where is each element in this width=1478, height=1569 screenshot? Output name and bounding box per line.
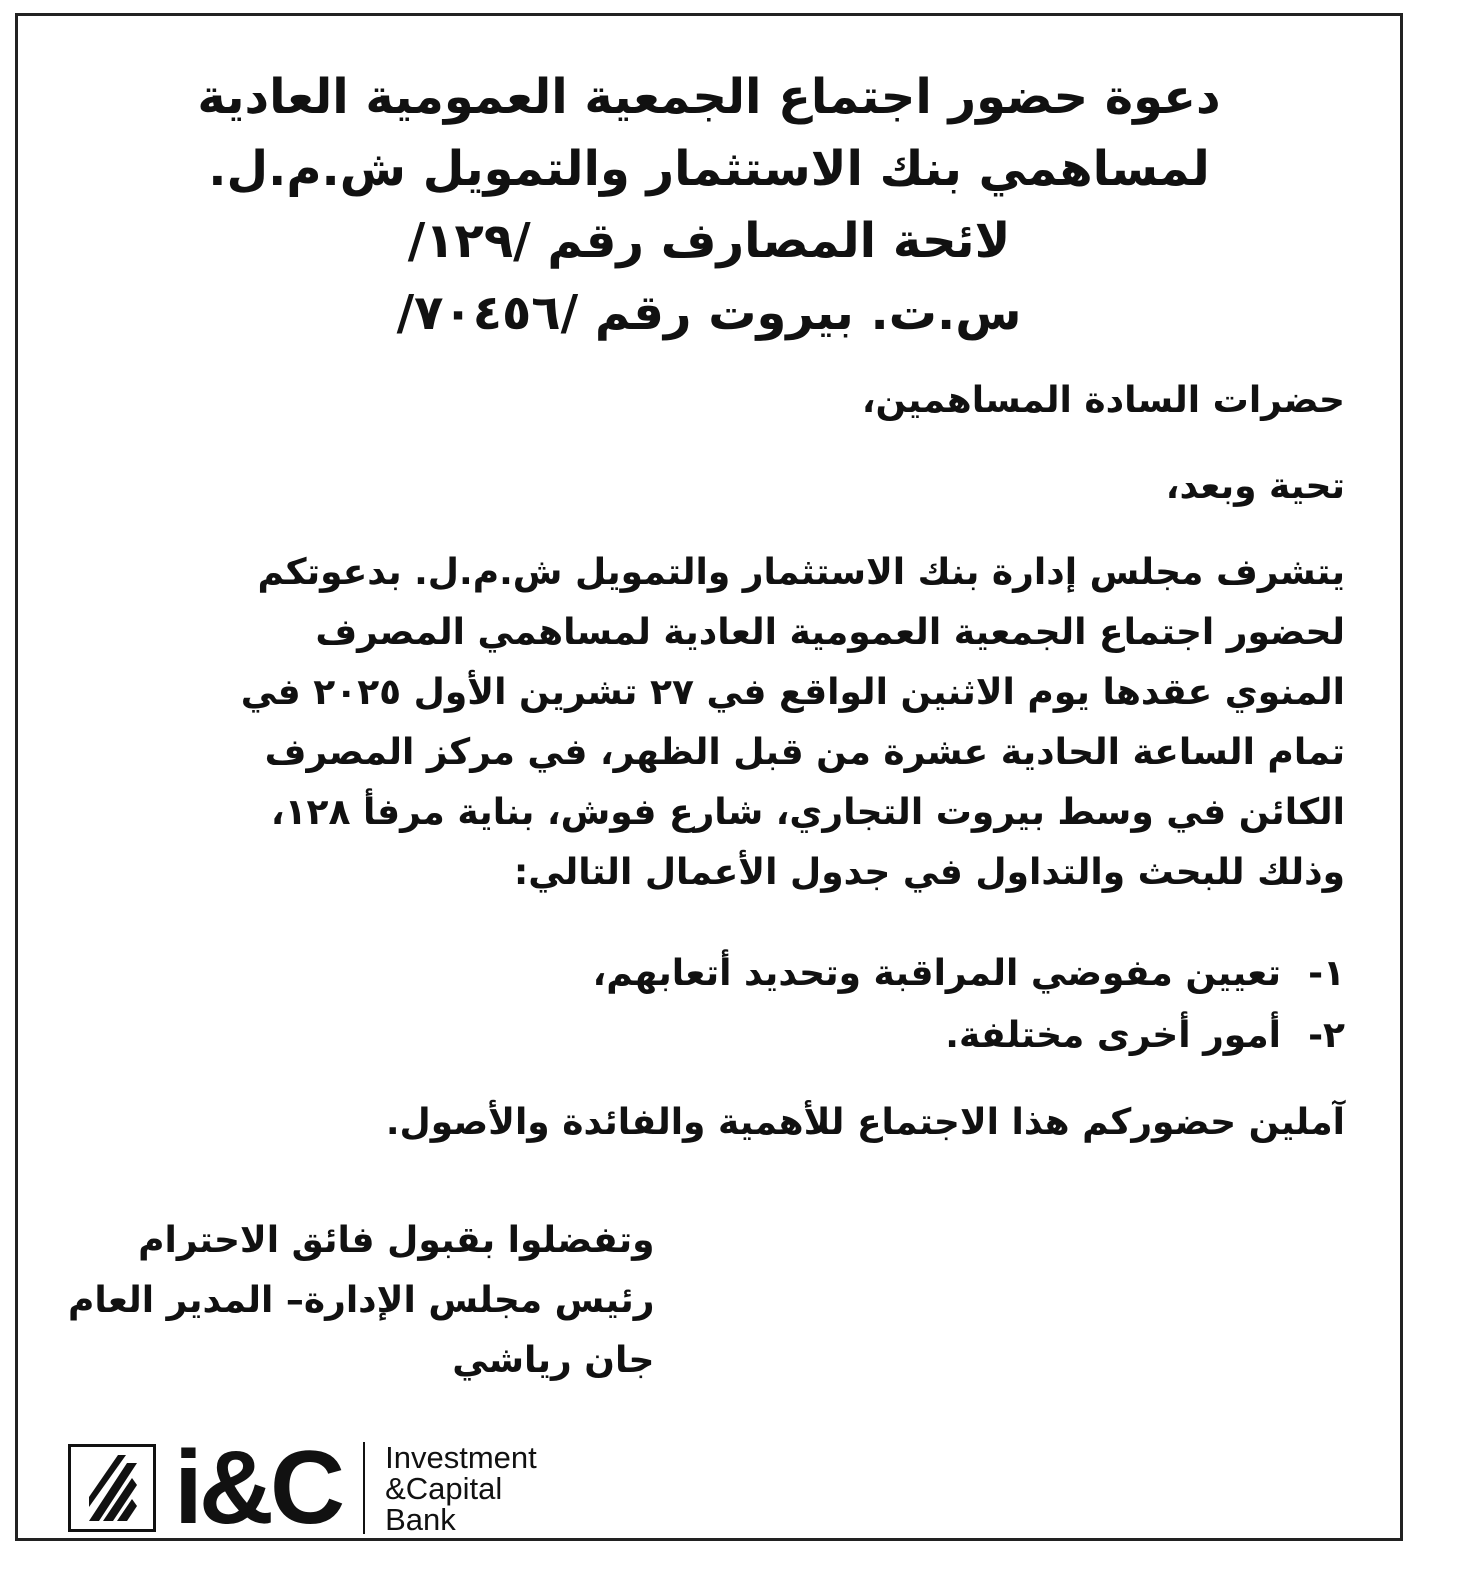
salutation: حضرات السادة المساهمين، [861,380,1345,421]
paragraph-line: الكائن في وسط بيروت التجاري، شارع فوش، بناية مرفأ ١٢٨، [270,792,1345,833]
paragraph-line: المنوي عقدها يوم الاثنين الواقع في ٢٧ تشرين الأول ٢٠٢٥ في [240,672,1345,713]
agenda-list [68,943,1345,1067]
signatory-position: رئيس مجلس الإدارة– المدير العام [68,1280,655,1321]
notice-title [58,61,1360,349]
paragraph-line: يتشرف مجلس إدارة بنك الاستثمار والتمويل ش.م.ل. بدعوتكم [257,552,1345,593]
agenda-text: أمور أخرى مختلفة. [945,1015,1281,1056]
invitation-paragraph [68,543,1345,903]
agenda-item [68,1005,1345,1067]
logo-text-line: Investment [385,1439,537,1475]
title-line-4: س.ت. بيروت رقم /٧٠٤٥٦/ [396,285,1022,341]
paragraph-line: تمام الساعة الحادية عشرة من قبل الظهر، في مركز المصرف [264,732,1345,773]
title-line-2: لمساهمي بنك الاستثمار والتمويل ش.م.ل. [208,141,1210,197]
logo-letters: i&C [174,1430,342,1546]
agenda-number: ١- [1308,953,1345,994]
notice-body [68,371,1345,1153]
agenda-text: تعيين مفوضي المراقبة وتحديد أتعابهم، [592,953,1281,994]
title-line-3: لائحة المصارف رقم /١٢٩/ [407,213,1011,269]
paragraph-line: لحضور اجتماع الجمعية العمومية العادية لمساهمي المصرف [315,612,1345,653]
signature-block [68,1211,655,1391]
logo-text-line: Bank [385,1501,456,1537]
agenda-item [68,943,1345,1005]
regards-line: وتفضلوا بقبول فائق الاحترام [138,1220,655,1261]
paragraph-line: وذلك للبحث والتداول في جدول الأعمال التالي: [513,852,1345,893]
signatory-name: جان رياشي [452,1340,655,1381]
notice-frame [15,13,1403,1546]
stripes-logo-icon [68,1444,156,1532]
closing-line: آملين حضوركم هذا الاجتماع للأهمية والفائدة والأصول. [385,1102,1345,1143]
bank-logo [68,1430,537,1546]
title-line-1: دعوة حضور اجتماع الجمعية العمومية العادية [197,69,1221,125]
logo-bank-name [385,1439,537,1537]
agenda-number: ٢- [1308,1015,1345,1056]
logo-divider [363,1442,365,1534]
logo-text-line: &Capital [385,1470,503,1506]
greeting: تحية وبعد، [1165,466,1345,507]
